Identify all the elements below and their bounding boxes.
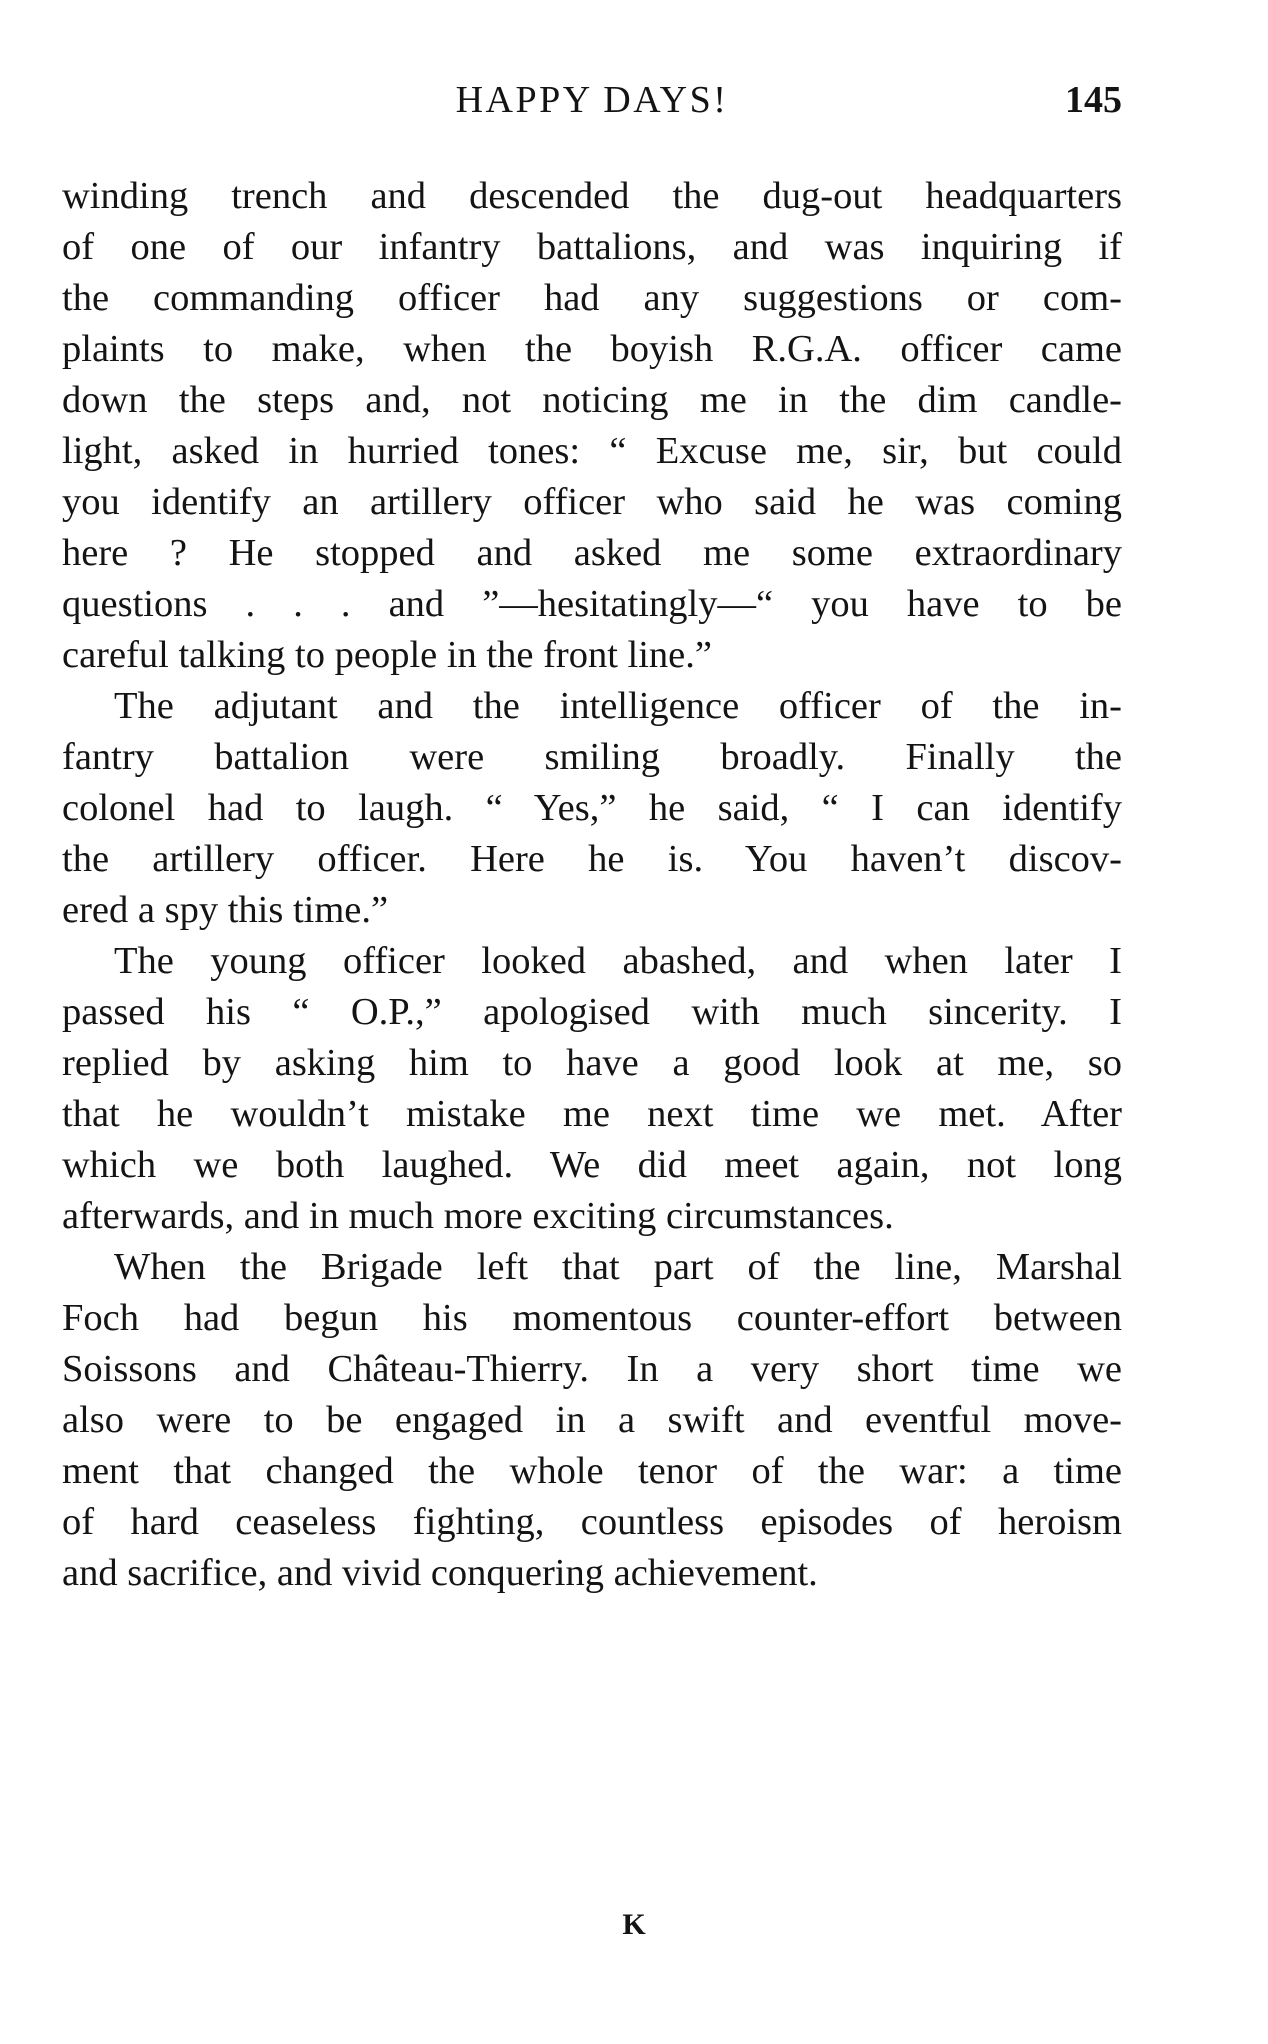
paragraph-3 <box>62 936 1122 1242</box>
paragraph-4 <box>62 1242 1122 1599</box>
text-line: and sacrifice, and vivid conquering achievement. <box>62 1552 818 1594</box>
text-line: you identify an artillery officer who said he was coming <box>62 481 1122 523</box>
text-line: the artillery officer. Here he is. You haven’t discov- <box>62 838 1122 880</box>
signature-mark: K <box>622 1908 646 1941</box>
text-line: ered a spy this time.” <box>62 889 389 931</box>
text-line: also were to be engaged in a swift and eventful move- <box>62 1399 1122 1441</box>
paragraph-1 <box>62 171 1122 681</box>
text-line: The adjutant and the intelligence officer of the in- <box>114 685 1122 727</box>
paragraph-2 <box>62 681 1122 936</box>
text-line: colonel had to laugh. “ Yes,” he said, “ I can identify <box>62 787 1122 829</box>
body-text <box>62 171 1122 1599</box>
running-head <box>62 70 1122 130</box>
text-line: ment that changed the whole tenor of the war: a time <box>62 1450 1122 1492</box>
text-line: passed his “ O.P.,” apologised with much sincerity. I <box>62 991 1122 1033</box>
text-line: Foch had begun his momentous counter-effort between <box>62 1297 1122 1339</box>
text-line: When the Brigade left that part of the line, Marshal <box>114 1246 1122 1288</box>
text-line: questions . . . and ”—hesitatingly—“ you have to be <box>62 583 1122 625</box>
text-line: of hard ceaseless fighting, countless episodes of heroism <box>62 1501 1122 1543</box>
text-line: The young officer looked abashed, and when later I <box>114 940 1122 982</box>
page-number: 145 <box>1065 79 1122 121</box>
text-line: that he wouldn’t mistake me next time we met. After <box>62 1093 1122 1135</box>
text-line: replied by asking him to have a good look at me, so <box>62 1042 1122 1084</box>
text-line: plaints to make, when the boyish R.G.A. officer came <box>62 328 1122 370</box>
text-line: careful talking to people in the front line.” <box>62 634 712 676</box>
text-line: the commanding officer had any suggestions or com- <box>62 277 1122 319</box>
text-line: afterwards, and in much more exciting circumstances. <box>62 1195 894 1237</box>
text-line: here ? He stopped and asked me some extraordinary <box>62 532 1122 574</box>
text-line: which we both laughed. We did meet again, not long <box>62 1144 1122 1186</box>
text-line: fantry battalion were smiling broadly. Finally the <box>62 736 1122 778</box>
text-line: light, asked in hurried tones: “ Excuse me, sir, but could <box>62 430 1122 472</box>
running-title: HAPPY DAYS! <box>455 79 729 121</box>
text-line: down the steps and, not noticing me in the dim candle- <box>62 379 1122 421</box>
text-line: of one of our infantry battalions, and was inquiring if <box>62 226 1122 268</box>
text-line: Soissons and Château-Thierry. In a very short time we <box>62 1348 1122 1390</box>
text-line: winding trench and descended the dug-out headquarters <box>62 175 1122 217</box>
